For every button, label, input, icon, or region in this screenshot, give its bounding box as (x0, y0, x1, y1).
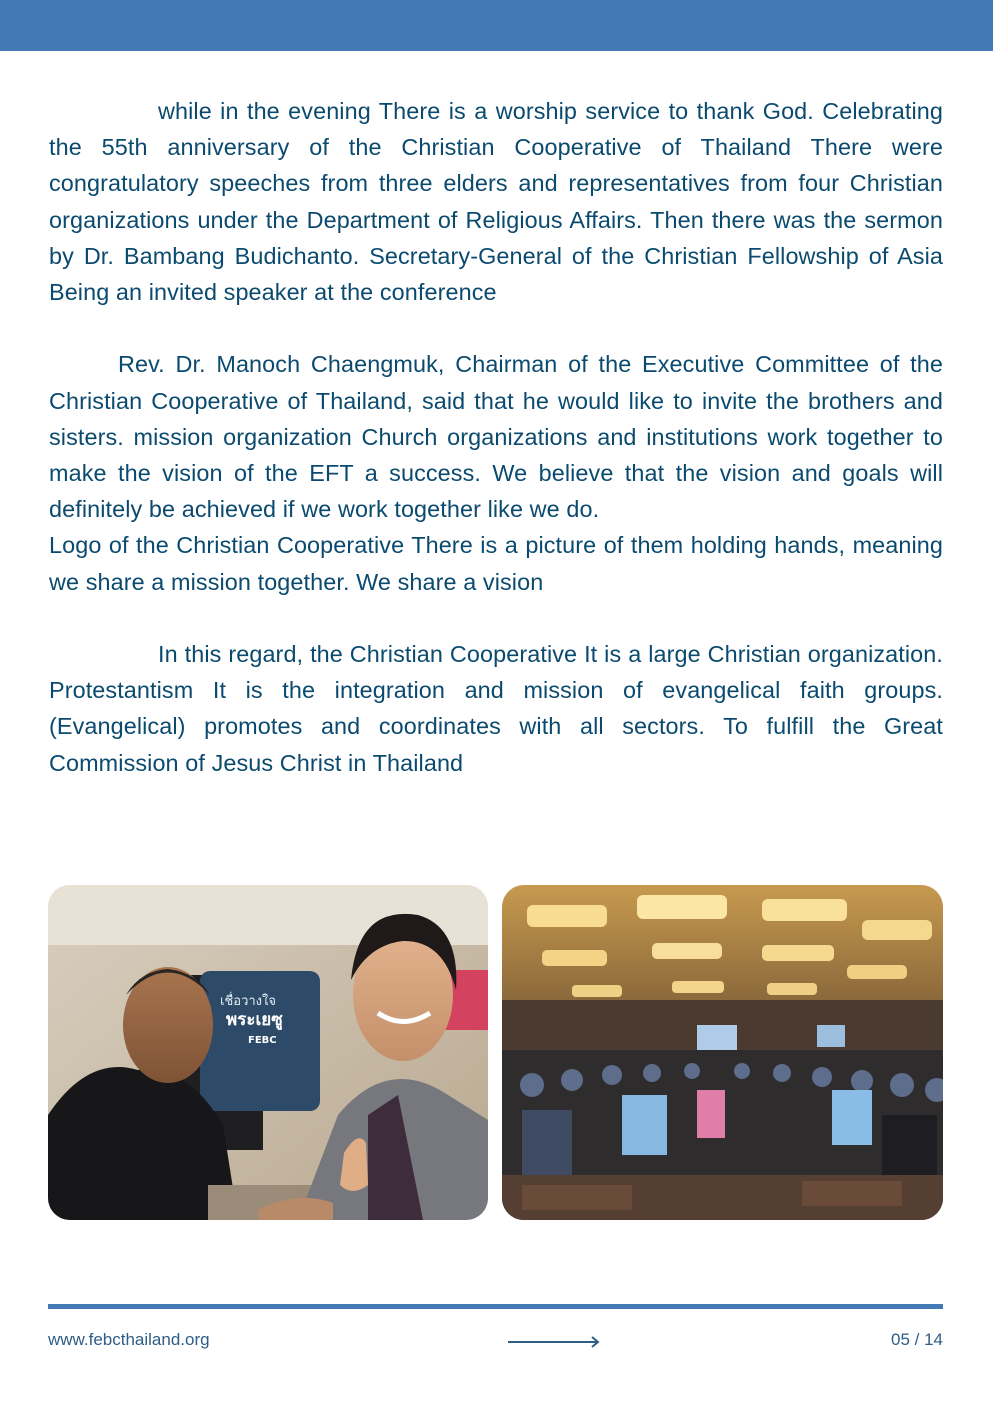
footer-divider (48, 1304, 943, 1309)
top-banner (0, 0, 993, 51)
paragraph-organization-mission: In this regard, the Christian Cooperative It is a large Christian organization. Protestantism It is the integration and mission of evangelical faith groups. (Evangelical) promotes and coordinates with all sectors. To fulfill the Great Commission of Jesus Christ in Thailand (49, 641, 943, 776)
shirt-brand-text: FEBC (248, 1035, 277, 1046)
article-body (49, 93, 943, 781)
photo-two-men-handshake (48, 885, 488, 1220)
shirt-thai-text: พระเยซู (226, 1010, 283, 1030)
arrow-right-icon (508, 1334, 601, 1350)
page-number: 05 / 14 (891, 1330, 943, 1349)
photo-gallery (48, 885, 943, 1220)
paragraph-chairman-statement: Rev. Dr. Manoch Chaengmuk, Chairman of the Executive Committee of the Christian Cooperative of Thailand, said that he would like to invite the brothers and sisters. mission organization Church organizations and institutions work together to make the vision of the EFT a success. We believe that the vision and goals will definitely be achieved if we work together like we do. (49, 351, 943, 523)
shirt-thai-top-text: เชื่อวางใจ (220, 994, 276, 1009)
paragraph-worship-service: while in the evening There is a worship service to thank God. Celebrating the 55th anniversary of the Christian Cooperative of Thailand There were congratulatory speeches from three elders and representatives from four Christian organizations under the Department of Religious Affairs. Then there was the sermon by Dr. Bambang Budichanto. Secretary-General of the Christian Fellowship of Asia Being an invited speaker at the conference (49, 98, 943, 306)
footer-website-link[interactable]: www.febcthailand.org (48, 1330, 210, 1349)
paragraph-logo-meaning: Logo of the Christian Cooperative There is a picture of them holding hands, meaning we share a mission together. We share a vision (49, 532, 943, 595)
photo-conference-hall (502, 885, 943, 1220)
